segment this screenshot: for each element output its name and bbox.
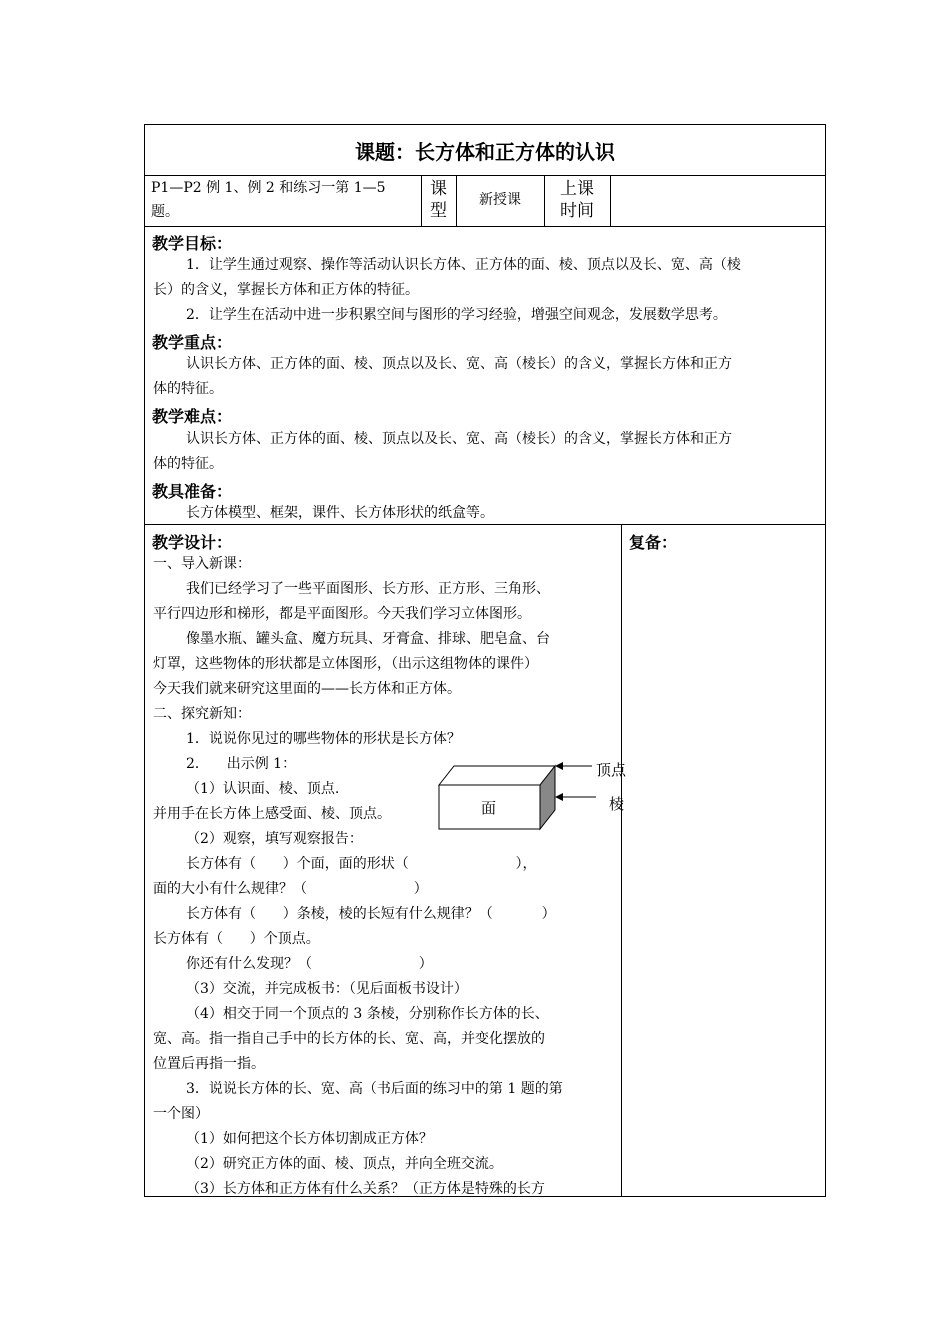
design-line-16: 长方体有（ ）个顶点。 [153,931,320,947]
materials-line-1: 长方体模型、框架，课件、长方体形状的纸盒等。 [186,505,494,521]
time-label-cell [544,178,610,222]
design-line-26: （3）长方体和正方体有什么关系？（正方体是特殊的长方 [186,1181,545,1197]
scope-line-2: 题。 [151,204,179,220]
design-line-22: 3．说说长方体的长、宽、高（书后面的练习中的第 1 题的第 [186,1081,563,1097]
type-label-1: 课 [430,179,447,199]
col-divider-review [621,524,622,1197]
difficulty-line-1: 认识长方体、正方体的面、棱、顶点以及长、宽、高（棱长）的含义，掌握长方体和正方 [186,431,732,447]
face-label: 面 [481,799,497,817]
design-line-5: 灯罩，这些物体的形状都是立体图形，（出示这组物体的课件） [153,656,538,672]
row-divider-info [144,226,826,227]
design-line-17: 你还有什么发现？（ ） [186,956,433,972]
design-line-9: 2． 出示例 1： [186,756,297,772]
col-divider-4 [610,175,611,226]
difficulties-heading: 教学难点： [152,407,233,426]
cuboid-top-face [439,766,555,785]
type-value-cell: 新授课 [479,192,521,208]
edge-arrowhead [555,793,563,801]
objectives-heading: 教学目标： [152,234,233,253]
time-label-2: 时间 [560,201,594,221]
design-line-19: （4）相交于同一个顶点的 3 条棱，分别称作长方体的长、 [186,1006,549,1022]
design-line-14: 面的大小有什么规律？（ ） [153,881,428,897]
design-line-3: 平行四边形和梯形，都是平面图形。今天我们学习立体图形。 [153,606,531,622]
design-line-12: （2）观察，填写观察报告： [186,831,363,847]
vertex-arrowhead [555,762,563,770]
design-line-10: （1）认识面、棱、顶点. [186,781,340,797]
scope-line-1: P1—P2 例 1、例 2 和练习一第 1—5 [151,180,386,196]
design-line-7: 二、探究新知： [153,706,251,722]
design-line-2: 我们已经学习了一些平面图形、长方形、正方形、三角形、 [186,581,550,597]
page-title: 课题：长方体和正方体的认识 [355,140,615,164]
objective-line-1: 1．让学生通过观察、操作等活动认识长方体、正方体的面、棱、顶点以及长、宽、高（棱 [186,257,741,273]
keypoint-line-1: 认识长方体、正方体的面、棱、顶点以及长、宽、高（棱长）的含义，掌握长方体和正方 [186,356,732,372]
design-line-1: 一、导入新课： [153,556,251,572]
design-line-18: （3）交流，并完成板书：（见后面板书设计） [186,981,468,997]
design-line-23: 一个图） [153,1106,209,1122]
type-label-2: 型 [430,201,447,221]
difficulty-line-2: 体的特征。 [153,456,223,472]
design-line-13: 长方体有（ ）个面，面的形状（ ）， [186,856,537,872]
design-line-6: 今天我们就来研究这里面的——长方体和正方体。 [153,681,461,697]
design-line-25: （2）研究正方体的面、棱、顶点，并向全班交流。 [186,1156,503,1172]
objective-line-3: 2．让学生在活动中进一步积累空间与图形的学习经验，增强空间观念，发展数学思考。 [186,307,727,323]
design-line-20: 宽、高。指一指自己手中的长方体的长、宽、高，并变化摆放的 [153,1031,545,1047]
time-label-1: 上课 [560,179,594,199]
review-heading: 复备： [629,533,678,552]
objective-line-2: 长）的含义，掌握长方体和正方体的特征。 [153,282,419,298]
design-line-4: 像墨水瓶、罐头盒、魔方玩具、牙膏盒、排球、肥皂盒、台 [186,631,550,647]
keypoints-heading: 教学重点： [152,333,233,352]
keypoint-line-2: 体的特征。 [153,381,223,397]
scope-cell [151,176,419,224]
design-heading: 教学设计： [152,533,233,552]
design-line-8: 1．说说你见过的哪些物体的形状是长方体？ [186,731,461,747]
design-line-21: 位置后再指一指。 [153,1056,265,1072]
design-line-15: 长方体有（ ）条棱，棱的长短有什么规律？（ ） [186,906,556,922]
design-line-11: 并用手在长方体上感受面、棱、顶点。 [153,806,391,822]
materials-heading: 教具准备： [152,482,233,501]
edge-label: 棱 [609,795,625,813]
design-line-24: （1）如何把这个长方体切割成正方体？ [186,1131,433,1147]
vertex-label: 顶点 [596,761,627,779]
type-label-cell [421,178,456,222]
